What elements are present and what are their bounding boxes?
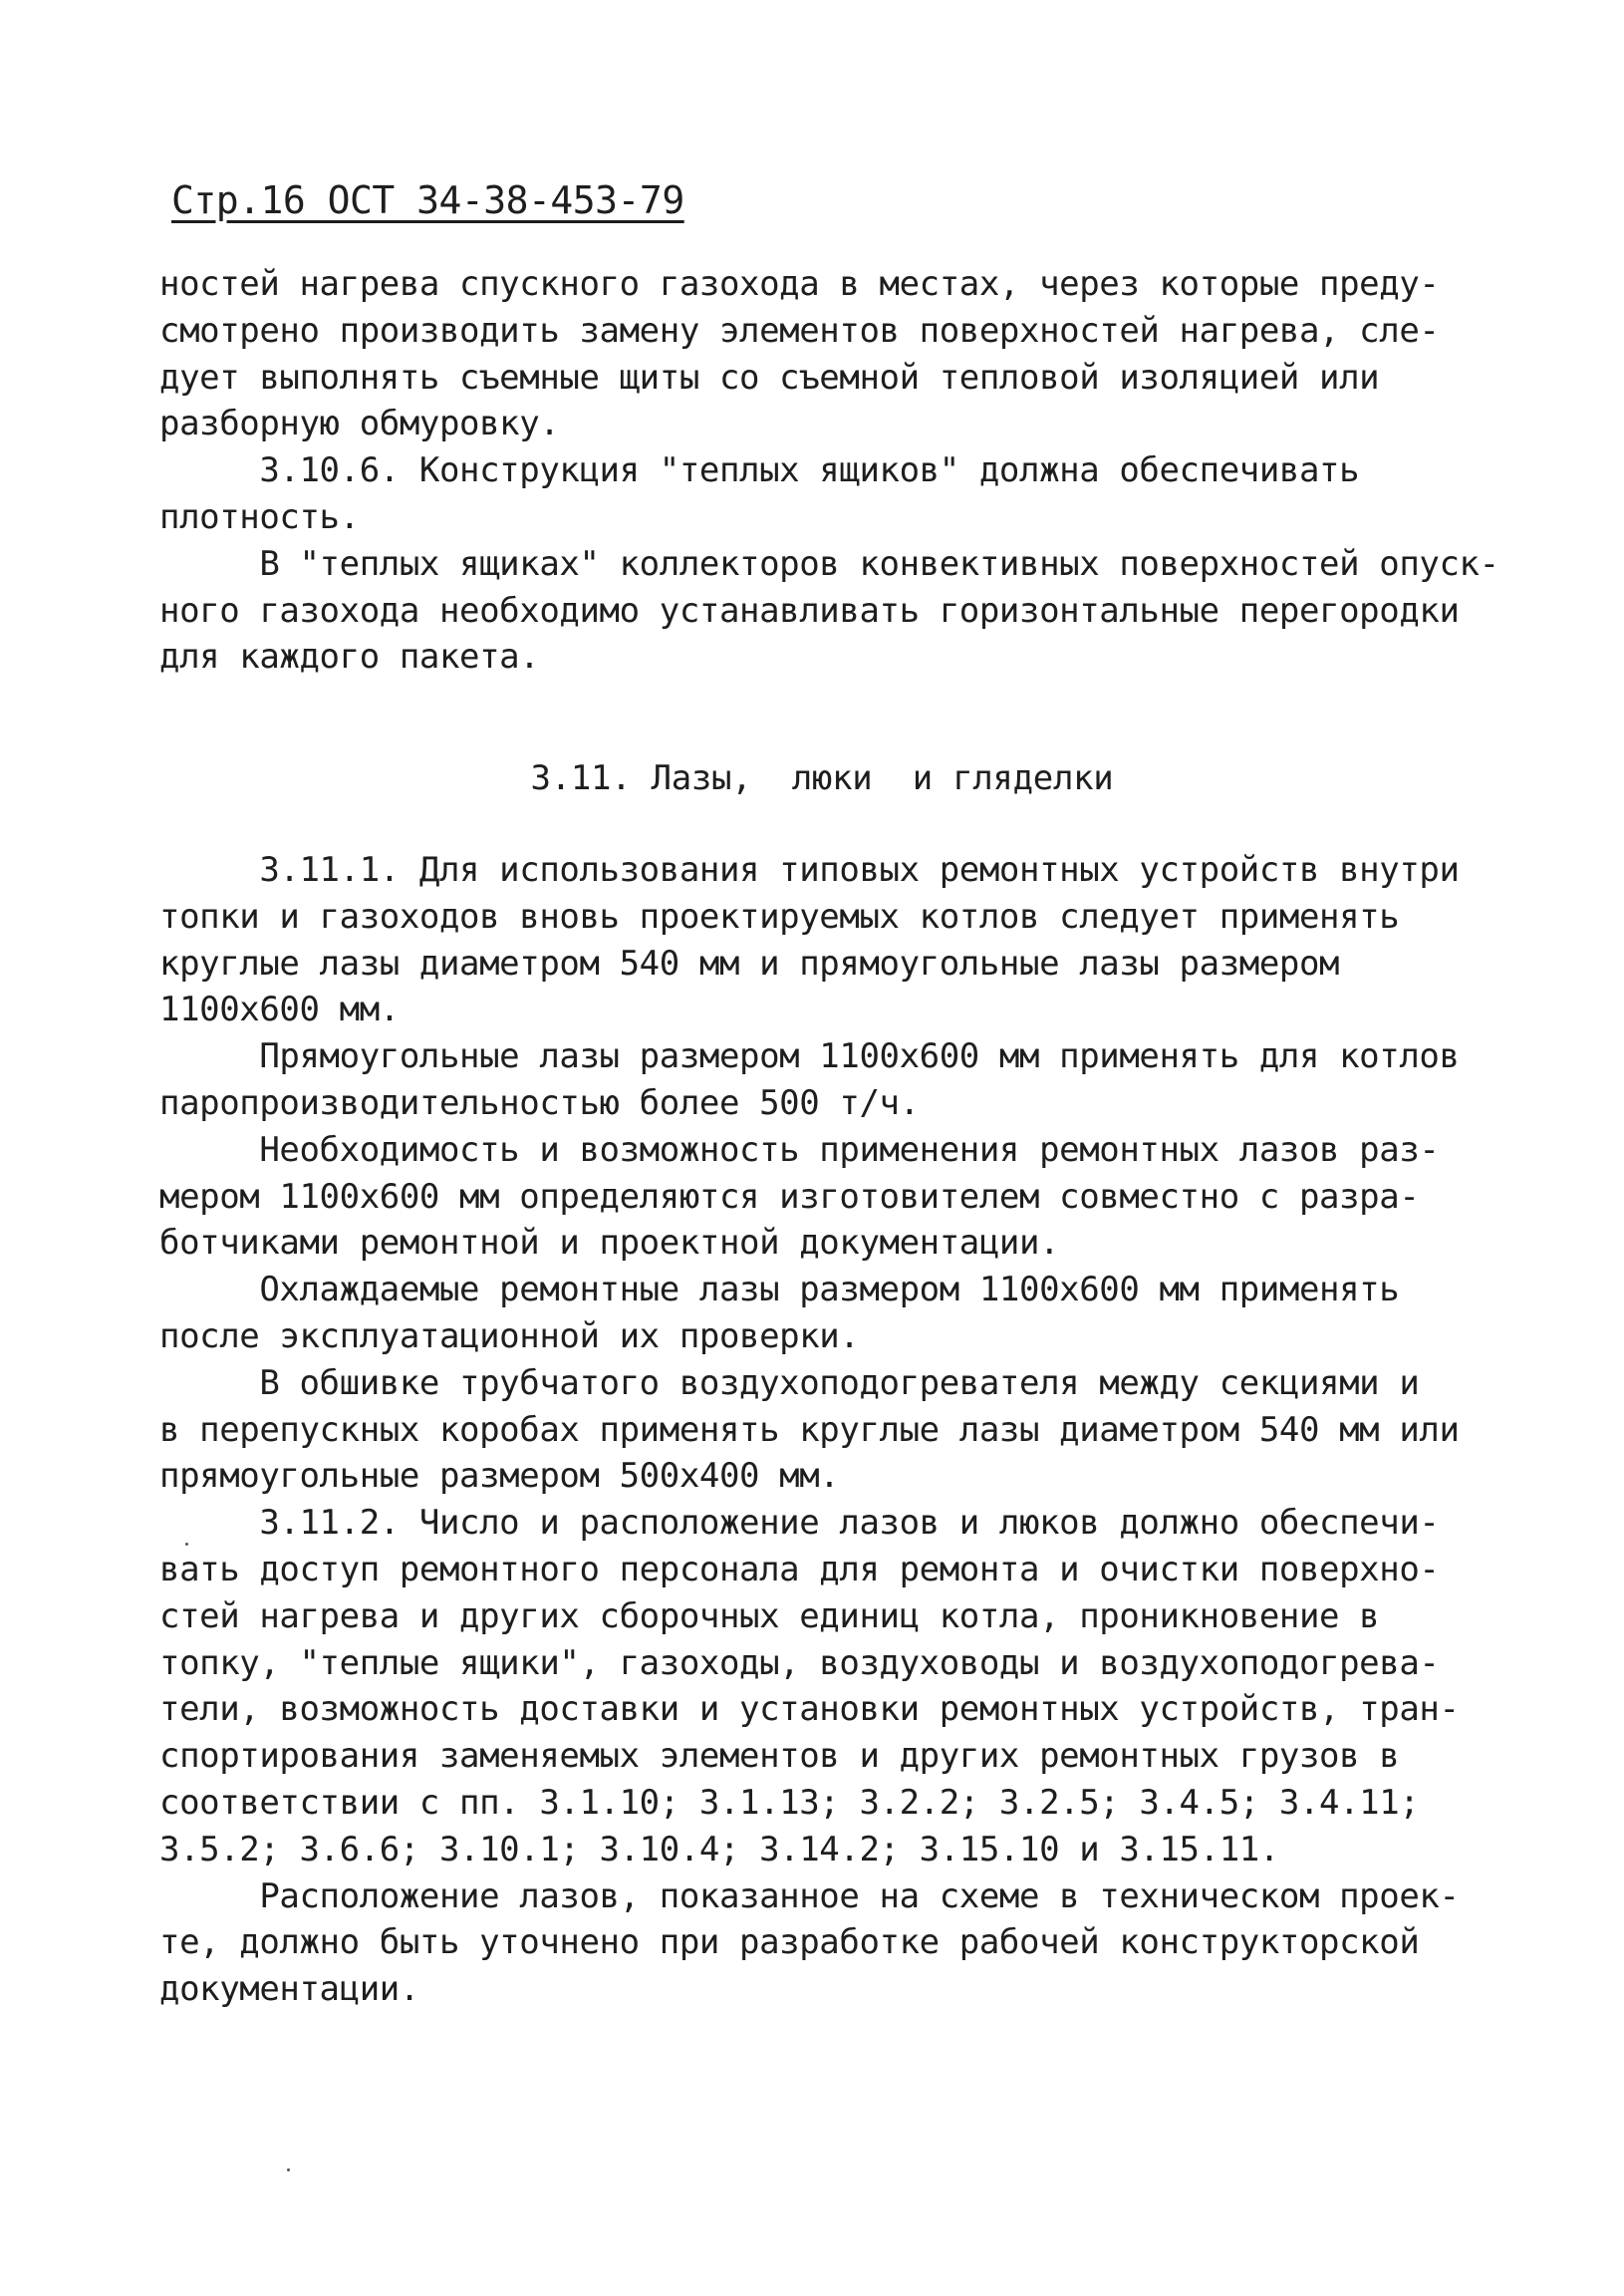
text-block-bottom bbox=[159, 847, 1494, 2013]
text-line: 3.11.1. Для использования типовых ремонтных устройств внутри bbox=[159, 850, 1460, 890]
text-line: паропроизводительностью более 500 т/ч. bbox=[159, 1082, 920, 1123]
text-line: после эксплуатационной их проверки. bbox=[159, 1315, 860, 1356]
text-line: в перепускных коробах применять круглые лазы диаметром 540 мм или bbox=[159, 1409, 1460, 1450]
text-line: соответствии с пп. 3.1.10; 3.1.13; 3.2.2; 3.2.5; 3.4.5; 3.4.11; bbox=[159, 1782, 1420, 1823]
text-line: тели, возможность доставки и установки ремонтных устройств, тран- bbox=[159, 1689, 1460, 1730]
text-line: Охлаждаемые ремонтные лазы размером 1100х600 мм применять bbox=[159, 1270, 1400, 1310]
text-line: дует выполнять съемные щиты со съемной тепловой изоляцией или bbox=[159, 357, 1380, 398]
text-line: топки и газоходов вновь проектируемых котлов следует применять bbox=[159, 896, 1400, 937]
text-line: вать доступ ремонтного персонала для ремонта и очистки поверхно- bbox=[159, 1549, 1440, 1589]
text-line: 3.11.2. Число и расположение лазов и люков должно обеспечи- bbox=[159, 1503, 1440, 1544]
text-line: круглые лазы диаметром 540 мм и прямоугольные лазы размером bbox=[159, 943, 1340, 984]
scan-speck bbox=[185, 1543, 188, 1546]
text-line: спортирования заменяемых элементов и других ремонтных грузов в bbox=[159, 1736, 1400, 1777]
text-line: 1100х600 мм. bbox=[159, 990, 400, 1030]
text-line: Прямоугольные лазы размером 1100х600 мм применять для котлов bbox=[159, 1036, 1460, 1077]
text-line: смотрено производить замену элементов поверхностей нагрева, сле- bbox=[159, 310, 1440, 351]
text-line: прямоугольные размером 500х400 мм. bbox=[159, 1456, 840, 1497]
scan-speck bbox=[287, 2168, 290, 2171]
text-block-top bbox=[159, 261, 1499, 681]
text-line: ботчиками ремонтной и проектной документации. bbox=[159, 1223, 1060, 1264]
text-line: стей нагрева и других сборочных единиц котла, проникновение в bbox=[159, 1595, 1380, 1636]
text-line: разборную обмуровку. bbox=[159, 404, 560, 444]
text-line: В обшивке трубчатого воздухоподогревателя между секциями и bbox=[159, 1362, 1420, 1403]
text-line: ного газохода необходимо устанавливать горизонтальные перегородки bbox=[159, 590, 1460, 631]
text-line: 3.5.2; 3.6.6; 3.10.1; 3.10.4; 3.14.2; 3.15.10 и 3.15.11. bbox=[159, 1829, 1279, 1869]
text-line: 3.10.6. Конструкция "теплых ящиков" должна обеспечивать bbox=[159, 450, 1360, 491]
running-head: Стр.16 ОСТ 34-38-453-79 bbox=[171, 178, 684, 222]
text-line: мером 1100х600 мм определяются изготовителем совместно с разра- bbox=[159, 1176, 1420, 1217]
text-line: Расположение лазов, показанное на схеме в техническом проек- bbox=[159, 1875, 1460, 1916]
text-line: для каждого пакета. bbox=[159, 637, 540, 678]
text-line: топку, "теплые ящики", газоходы, воздуховоды и воздухоподогрева- bbox=[159, 1642, 1440, 1683]
section-title: 3.11. Лазы, люки и гляделки bbox=[530, 758, 1114, 798]
text-line: плотность. bbox=[159, 496, 360, 537]
text-line: В "теплых ящиках" коллекторов конвективных поверхностей опуск- bbox=[159, 543, 1499, 584]
text-line: Необходимость и возможность применения ремонтных лазов раз- bbox=[159, 1129, 1440, 1170]
text-line: те, должно быть уточнено при разработке рабочей конструкторской bbox=[159, 1922, 1420, 1963]
text-line: документации. bbox=[159, 1969, 419, 2010]
text-line: ностей нагрева спускного газохода в местах, через которые преду- bbox=[159, 264, 1440, 304]
